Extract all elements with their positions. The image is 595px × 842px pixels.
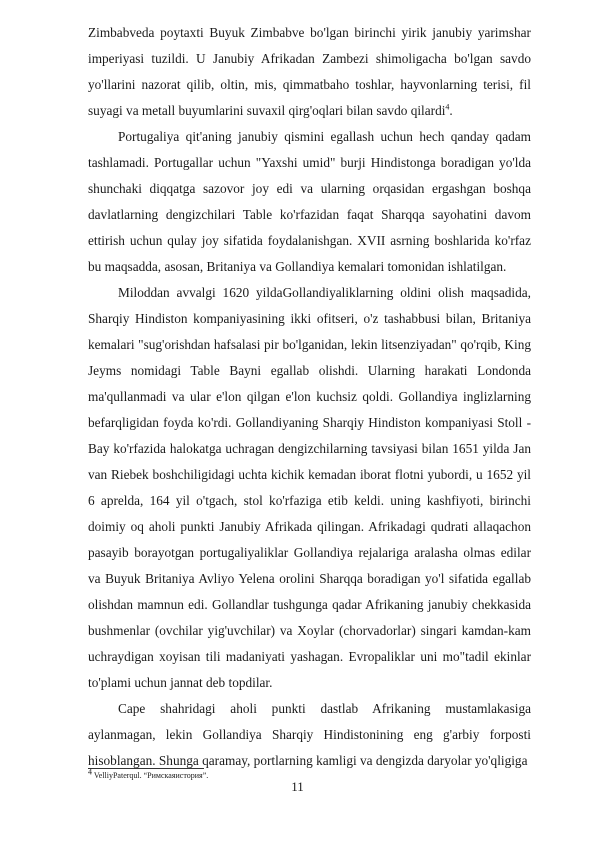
paragraph-1-tail: . <box>449 103 453 118</box>
page-number: 11 <box>291 779 304 794</box>
footnote-divider <box>88 768 204 769</box>
footnote-reference[interactable]: 4 <box>445 102 450 112</box>
footnote-marker: 4 <box>88 767 92 777</box>
paragraph-1-text: Zimbabveda poytaxti Buyuk Zimbabve bo'lgan birinchi yirik janubiy yarimshar imperiyasi tuzildi. U Janubiy Afrikadan Zambezi shimoligacha bo'lgan savdo yo'llarini nazorat qilib, oltin, mis, qimmatbaho toshlar, hayvonlarning terisi, fil suyagi va metall buyumlarini suvaxil qirg'oqlari bilan savdo qilardi <box>88 25 531 118</box>
paragraph-1 <box>88 20 531 124</box>
paragraph-3: Miloddan avvalgi 1620 yildaGollandiyaliklarning oldini olish maqsadida, Sharqiy Hindiston kompaniyasining ikki ofitseri, o'z tashabbusi bilan, Britaniya kemalari "sug'orishdan hafsalasi pir bo'lganidan, lekin litsenziyadan" qo'rqib, King Jeyms nomidagi Table Bayni egallab olishdi. Ularning harakati Londonda ma'qullanmadi va ular e'lon qilgan e'lon kuchsiz qoldi. Gollandiya inglizlarning befarqligidan foyda ko'rdi. Gollandiyaning Sharqiy Hindiston kompaniyasi Stoll - Bay ko'rfazida halokatga uchragan dengizchilarning tavsiyasi bilan 1651 yilda Jan van Riebek boshchiligidagi uchta kichik kemadan iborat flotni yubordi, u 1652 yil 6 aprelda, 164 yil o'tgach, stol ko'rfaziga etib keldi. uning kashfiyoti, birinchi doimiy oq aholi punkti Janubiy Afrikada qilingan. Afrikadagi qudrati allaqachon pasayib borayotgan portugaliyaliklar Gollandiya rejalariga aralasha olmas edilar va Buyuk Britaniya Avliyo Yelena orolini Sharqqa boradigan yo'l sifatida egallab olishdan mamnun edi. Gollandlar tushgunga qadar Afrikaning janubiy chekkasida bushmenlar (ovchilar yig'uvchilar) va Xoylar (chorvadorlar) singari kamdan-kam uchraydigan xoyisan tili madaniyati yashagan. Evropaliklar uni mo"tadil ekinlar to'plami uchun jannat deb topdilar. <box>88 285 531 690</box>
paragraph-2: Portugaliya qit'aning janubiy qismini egallash uchun hech qanday qadam tashlamadi. Portugallar uchun "Yaxshi umid" burji Hindistonga boradigan yo'lda shunchaki diqqatga sazovor joy edi va ularning orqasidan ergashgan boshqa davlatlarning dengizchilari Table ko'rfazidan faqat Sharqqa sayohatini davom ettirish uchun qulay joy sifatida foydalanishgan. XVII asrning boshlarida ko'rfaz bu maqsadda, asosan, Britaniya va Gollandiya kemalari tomonidan ishlatilgan. <box>88 129 531 274</box>
paragraph-4: Cape shahridagi aholi punkti dastlab Afrikaning mustamlakasiga aylanmagan, lekin Gollandiya Sharqiy Hindistonining eng g'arbiy forposti hisoblangan. Shunga qaramay, portlarning kamligi va dengizda daryolar yo'qligiga <box>88 701 531 768</box>
footnote-text: VelliyPaterqul. “Римскаяистория”. <box>92 771 209 780</box>
